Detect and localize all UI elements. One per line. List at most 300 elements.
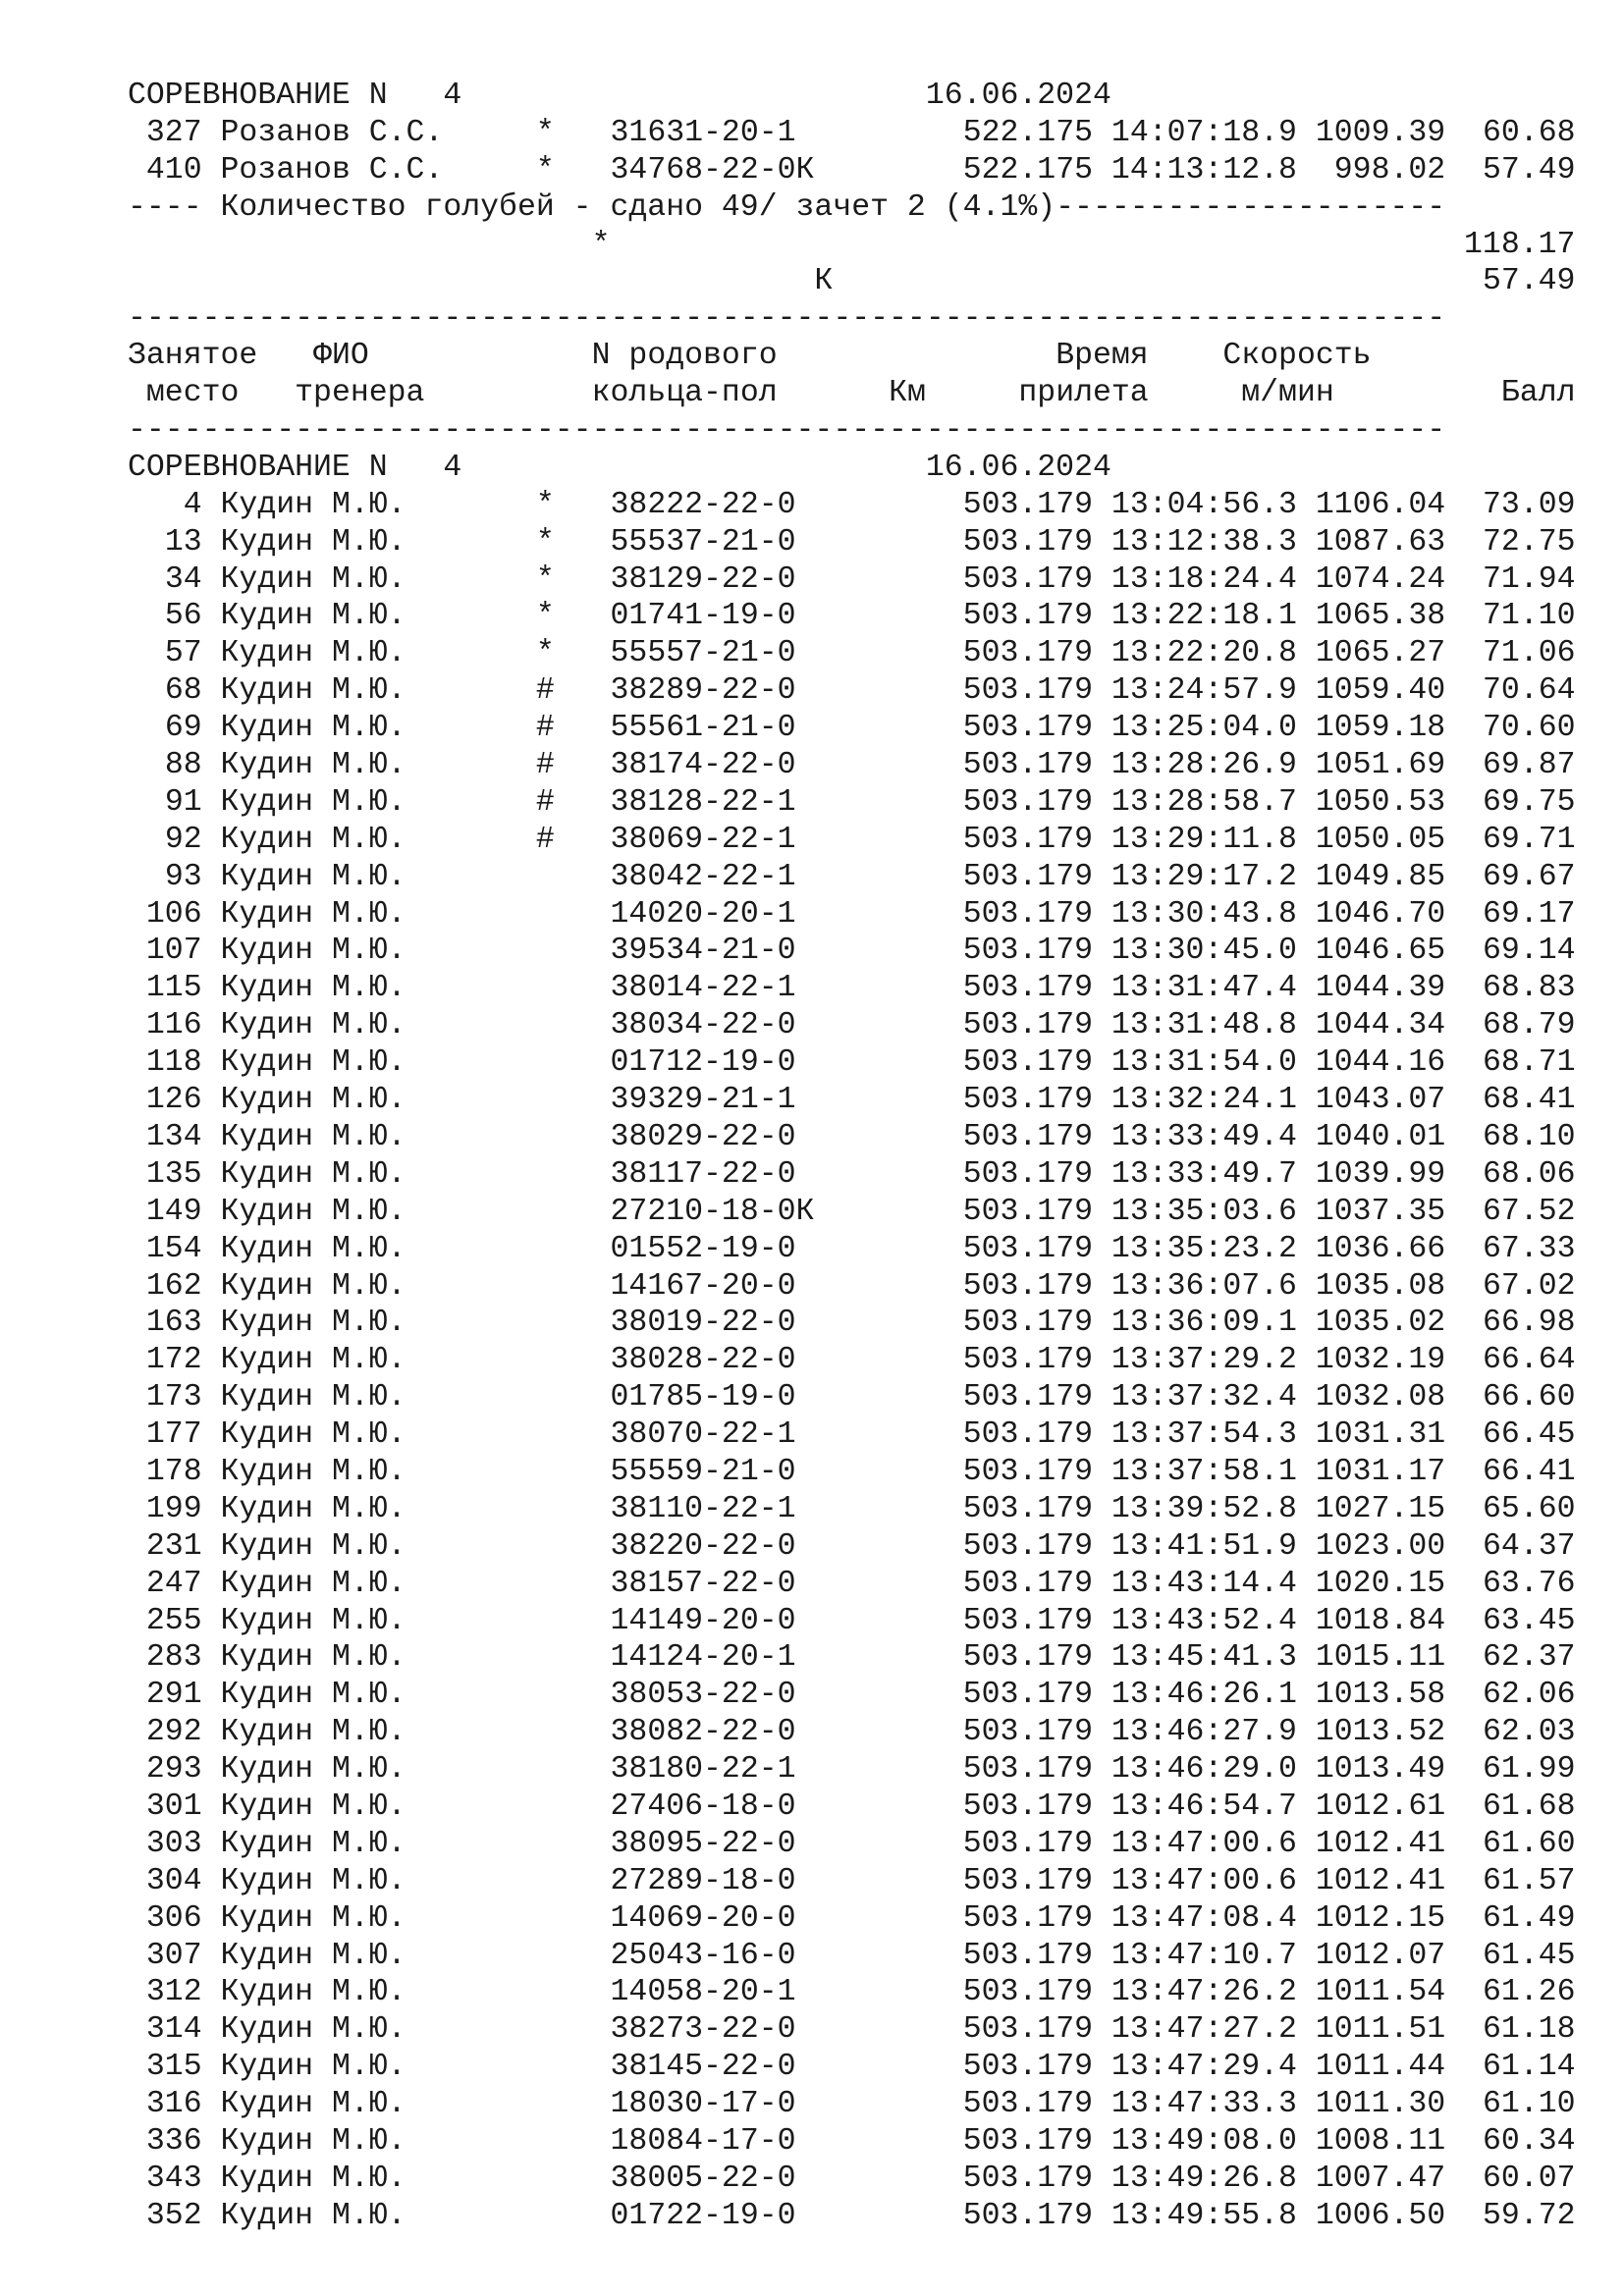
- speed-cell: 1032.08: [1315, 1380, 1446, 1415]
- mark-cell: #: [535, 784, 555, 820]
- result-row: [128, 784, 1576, 822]
- result-row: [128, 710, 1576, 747]
- trainer-name-cell: Кудин М.Ю.: [220, 859, 406, 894]
- speed-cell: 1035.02: [1315, 1306, 1446, 1341]
- place-cell: 199: [145, 1491, 202, 1526]
- points-cell: 61.60: [1483, 1826, 1576, 1861]
- ring-number-cell: 25043-16-0: [610, 1938, 796, 1973]
- points-cell: 61.49: [1483, 1900, 1576, 1936]
- place-cell: 149: [145, 1194, 202, 1229]
- trainer-name-cell: Кудин М.Ю.: [220, 1156, 406, 1192]
- ring-number-cell: 38157-22-0: [610, 1566, 796, 1601]
- result-row: [128, 152, 1576, 189]
- ring-number-cell: 38069-22-1: [610, 822, 796, 857]
- speed-cell: 1008.11: [1315, 2123, 1446, 2159]
- ring-number-cell: 01741-19-0: [610, 599, 796, 634]
- result-row: [128, 859, 1576, 896]
- arrival-time-cell: 13:31:48.8: [1110, 1008, 1297, 1043]
- arrival-time-cell: 13:31:47.4: [1110, 971, 1297, 1006]
- arrival-time-cell: 13:47:10.7: [1110, 1938, 1297, 1973]
- trainer-name-cell: Кудин М.Ю.: [220, 1715, 406, 1750]
- speed-cell: 1065.27: [1315, 636, 1446, 671]
- separator: -----------------------------------------------------------------------: [128, 301, 1446, 337]
- mark-cell: *: [535, 561, 555, 597]
- speed-cell: 1040.01: [1315, 1119, 1446, 1154]
- trainer-name-cell: Кудин М.Ю.: [220, 2198, 406, 2233]
- place-cell: 88: [164, 748, 202, 783]
- distance-cell: 503.179: [962, 2050, 1094, 2085]
- points-cell: 66.60: [1483, 1380, 1576, 1415]
- points-cell: 60.34: [1483, 2123, 1576, 2159]
- mark-cell: #: [535, 822, 555, 857]
- competition-number: 4: [443, 450, 462, 485]
- ring-number-cell: 55561-21-0: [610, 711, 796, 746]
- arrival-time-cell: 13:37:58.1: [1110, 1454, 1297, 1489]
- points-cell: 61.14: [1483, 2050, 1576, 2085]
- points-cell: 69.17: [1483, 896, 1576, 932]
- ring-number-cell: 38273-22-0: [610, 2012, 796, 2048]
- distance-cell: 522.175: [962, 152, 1094, 187]
- trainer-name-cell: Кудин М.Ю.: [220, 1566, 406, 1601]
- speed-cell: 1011.54: [1315, 1975, 1446, 2010]
- distance-cell: 503.179: [962, 636, 1094, 671]
- place-cell: 304: [145, 1863, 202, 1898]
- arrival-time-cell: 13:04:56.3: [1110, 487, 1297, 522]
- points-cell: 60.68: [1483, 115, 1576, 150]
- time-header: Время: [1056, 339, 1149, 374]
- ring-number-cell: 14149-20-0: [610, 1603, 796, 1638]
- trainer-name-cell: Кудин М.Ю.: [220, 636, 406, 671]
- distance-cell: 503.179: [962, 934, 1094, 969]
- distance-cell: 503.179: [962, 1194, 1094, 1229]
- arrival-time-cell: 13:22:18.1: [1110, 599, 1297, 634]
- mark-cell: *: [535, 636, 555, 671]
- result-row: [128, 1007, 1576, 1044]
- arrival-time-cell: 13:47:00.6: [1110, 1826, 1297, 1861]
- place-cell: 91: [164, 784, 202, 820]
- ring-number-cell: 14069-20-0: [610, 1900, 796, 1936]
- column-headers-row-1: [128, 338, 1561, 375]
- speed-cell: 1012.41: [1315, 1863, 1446, 1898]
- result-row: [128, 1342, 1576, 1379]
- competition-date: 16.06.2024: [925, 450, 1111, 485]
- trainer-name-cell: Кудин М.Ю.: [220, 896, 406, 932]
- speed-cell: 1013.58: [1315, 1678, 1446, 1713]
- place-cell: 303: [145, 1826, 202, 1861]
- result-row: [128, 1566, 1576, 1603]
- ring-number-cell: 38110-22-1: [610, 1491, 796, 1526]
- distance-cell: 503.179: [962, 1863, 1094, 1898]
- arrival-time-cell: 13:37:54.3: [1110, 1417, 1297, 1453]
- k-total: 57.49: [1482, 264, 1576, 299]
- distance-cell: 503.179: [962, 2012, 1094, 2048]
- speed-cell: 1011.51: [1315, 2012, 1446, 2048]
- place-cell: 316: [145, 2087, 202, 2122]
- ring-header: N родового: [591, 339, 778, 374]
- trainer-name-cell: Кудин М.Ю.: [220, 524, 406, 560]
- arrival-time-cell: 13:28:58.7: [1110, 784, 1297, 820]
- km-header: Км: [889, 376, 926, 411]
- column-headers-row-2: [128, 375, 1576, 412]
- place-cell: 327: [145, 115, 202, 150]
- points-cell: 62.03: [1483, 1715, 1576, 1750]
- arrival-time-cell: 13:32:24.1: [1110, 1083, 1297, 1118]
- arrival-time-cell: 13:47:26.2: [1110, 1975, 1297, 2010]
- arrival-time-cell: 14:13:12.8: [1110, 152, 1297, 187]
- summary-line: [128, 189, 1561, 227]
- distance-cell: 503.179: [962, 1268, 1094, 1304]
- distance-cell: 503.179: [962, 1566, 1094, 1601]
- arrival-time-cell: 13:33:49.4: [1110, 1119, 1297, 1154]
- distance-cell: 503.179: [962, 2087, 1094, 2122]
- place-header-2: место: [145, 376, 240, 411]
- distance-cell: 503.179: [962, 1640, 1094, 1676]
- arrival-time-cell: 14:07:18.9: [1110, 115, 1297, 150]
- arrival-time-cell: 13:47:00.6: [1110, 1863, 1297, 1898]
- speed-cell: 1007.47: [1315, 2161, 1446, 2196]
- result-row: [128, 896, 1576, 934]
- points-cell: 59.72: [1483, 2198, 1576, 2233]
- name-header: ФИО: [313, 339, 369, 374]
- competition-number: 4: [443, 79, 462, 113]
- trainer-name-cell: Кудин М.Ю.: [220, 1491, 406, 1526]
- trainer-name-cell: Кудин М.Ю.: [220, 784, 406, 820]
- speed-cell: 1059.18: [1315, 711, 1446, 746]
- ring-number-cell: 27289-18-0: [610, 1863, 796, 1898]
- speed-cell: 1012.15: [1315, 1900, 1446, 1936]
- result-row: [128, 1677, 1576, 1714]
- place-cell: 92: [164, 822, 202, 857]
- result-row: [128, 1416, 1576, 1454]
- place-cell: 34: [164, 561, 202, 597]
- arrival-time-cell: 13:46:29.0: [1110, 1752, 1297, 1788]
- speed-cell: 1050.53: [1315, 784, 1446, 820]
- competition-label: СОРЕВНОВАНИЕ N: [128, 450, 388, 485]
- speed-cell: 1106.04: [1315, 487, 1446, 522]
- ring-number-cell: 39329-21-1: [610, 1083, 796, 1118]
- points-cell: 68.41: [1483, 1083, 1576, 1118]
- trainer-name-cell: Кудин М.Ю.: [220, 1640, 406, 1676]
- result-row: [128, 1603, 1576, 1640]
- place-cell: 301: [145, 1789, 202, 1824]
- ring-number-cell: 38095-22-0: [610, 1826, 796, 1861]
- place-cell: 163: [145, 1306, 202, 1341]
- arrival-time-cell: 13:46:27.9: [1110, 1715, 1297, 1750]
- trainer-name-cell: Кудин М.Ю.: [220, 1789, 406, 1824]
- place-cell: 336: [145, 2123, 202, 2159]
- ring-number-cell: 27406-18-0: [610, 1789, 796, 1824]
- place-header: Занятое: [128, 339, 258, 374]
- mark-cell: *: [535, 599, 555, 634]
- result-row: [128, 1194, 1576, 1231]
- result-row: [128, 598, 1576, 635]
- arrival-time-cell: 13:18:24.4: [1110, 561, 1297, 597]
- arrival-time-cell: 13:46:26.1: [1110, 1678, 1297, 1713]
- speed-cell: 1012.61: [1315, 1789, 1446, 1824]
- arrival-time-cell: 13:24:57.9: [1110, 673, 1297, 709]
- distance-cell: 503.179: [962, 1008, 1094, 1043]
- ring-number-cell: 01722-19-0: [610, 2198, 796, 2233]
- arrival-time-cell: 13:30:45.0: [1110, 934, 1297, 969]
- result-row: [128, 1714, 1576, 1751]
- result-row: [128, 1900, 1576, 1938]
- arrival-time-cell: 13:45:41.3: [1110, 1640, 1297, 1676]
- distance-cell: 503.179: [962, 1156, 1094, 1192]
- ring-number-cell: 38220-22-0: [610, 1528, 796, 1564]
- place-cell: 107: [145, 934, 202, 969]
- distance-cell: 503.179: [962, 1380, 1094, 1415]
- arrival-time-cell: 13:47:27.2: [1110, 2012, 1297, 2048]
- arrival-time-cell: 13:35:03.6: [1110, 1194, 1297, 1229]
- points-cell: 57.49: [1483, 152, 1576, 187]
- trainer-name-cell: Кудин М.Ю.: [220, 1306, 406, 1341]
- trainer-name-cell: Кудин М.Ю.: [220, 1045, 406, 1081]
- trainer-name-cell: Кудин М.Ю.: [220, 1826, 406, 1861]
- place-cell: 135: [145, 1156, 202, 1192]
- trainer-name-cell: Кудин М.Ю.: [220, 1454, 406, 1489]
- arrival-time-cell: 13:30:43.8: [1110, 896, 1297, 932]
- distance-cell: 503.179: [962, 1231, 1094, 1266]
- points-cell: 66.41: [1483, 1454, 1576, 1489]
- name-header-2: тренера: [295, 376, 425, 411]
- points-cell: 71.06: [1483, 636, 1576, 671]
- place-cell: 93: [164, 859, 202, 894]
- ring-number-cell: 38082-22-0: [610, 1715, 796, 1750]
- distance-cell: 503.179: [962, 859, 1094, 894]
- distance-cell: 503.179: [962, 1975, 1094, 2010]
- place-cell: 4: [183, 487, 202, 522]
- distance-cell: 503.179: [962, 1678, 1094, 1713]
- speed-cell: 1036.66: [1315, 1231, 1446, 1266]
- place-cell: 134: [145, 1119, 202, 1154]
- speed-cell: 1027.15: [1315, 1491, 1446, 1526]
- speed-cell: 1009.39: [1315, 115, 1446, 150]
- distance-cell: 503.179: [962, 1454, 1094, 1489]
- result-row: [128, 561, 1576, 599]
- place-cell: 162: [145, 1268, 202, 1304]
- speed-cell: 1023.00: [1315, 1528, 1446, 1564]
- speed-cell: 1046.70: [1315, 896, 1446, 932]
- distance-cell: 503.179: [962, 748, 1094, 783]
- points-cell: 61.45: [1483, 1938, 1576, 1973]
- trainer-name-cell: Кудин М.Ю.: [220, 2123, 406, 2159]
- result-row: [128, 1305, 1576, 1342]
- distance-cell: 503.179: [962, 524, 1094, 560]
- result-row: [128, 1082, 1576, 1119]
- trainer-name-cell: Кудин М.Ю.: [220, 1752, 406, 1788]
- result-row: [128, 635, 1576, 672]
- ring-number-cell: 38128-22-1: [610, 784, 796, 820]
- pigeon-count-summary: ---- Количество голубей - сдано 49/ зачет 2 (4.1%)---------------------: [128, 189, 1446, 225]
- result-row: [128, 970, 1576, 1007]
- mark-cell: #: [535, 711, 555, 746]
- trainer-name-cell: Кудин М.Ю.: [220, 1417, 406, 1453]
- place-cell: 116: [145, 1008, 202, 1043]
- place-cell: 172: [145, 1343, 202, 1378]
- result-row: [128, 1454, 1576, 1491]
- result-row: [128, 2123, 1576, 2161]
- trainer-name-cell: Кудин М.Ю.: [220, 487, 406, 522]
- speed-cell: 1006.50: [1315, 2198, 1446, 2233]
- result-row: [128, 487, 1576, 524]
- speed-cell: 1049.85: [1315, 859, 1446, 894]
- points-cell: 60.07: [1483, 2161, 1576, 2196]
- ring-number-cell: 14124-20-1: [610, 1640, 796, 1676]
- points-cell: 71.10: [1483, 599, 1576, 634]
- result-row: [128, 115, 1576, 152]
- distance-cell: 503.179: [962, 1491, 1094, 1526]
- trainer-name-cell: Кудин М.Ю.: [220, 2087, 406, 2122]
- points-cell: 73.09: [1483, 487, 1576, 522]
- speed-cell: 1059.40: [1315, 673, 1446, 709]
- result-row: [128, 1789, 1576, 1826]
- trainer-name-cell: Кудин М.Ю.: [220, 1231, 406, 1266]
- arrival-time-cell: 13:31:54.0: [1110, 1045, 1297, 1081]
- place-cell: 307: [145, 1938, 202, 1973]
- arrival-time-cell: 13:49:26.8: [1110, 2161, 1297, 2196]
- distance-cell: 503.179: [962, 1119, 1094, 1154]
- speed-cell: 1046.65: [1315, 934, 1446, 969]
- speed-cell: 1011.30: [1315, 2087, 1446, 2122]
- speed-cell: 1044.34: [1315, 1008, 1446, 1043]
- ring-number-cell: 38180-22-1: [610, 1752, 796, 1788]
- trainer-name-cell: Кудин М.Ю.: [220, 1863, 406, 1898]
- trainer-name-cell: Кудин М.Ю.: [220, 1083, 406, 1118]
- competition-label: СОРЕВНОВАНИЕ N: [128, 79, 388, 113]
- ring-number-cell: 18084-17-0: [610, 2123, 796, 2159]
- arrival-time-cell: 13:12:38.3: [1110, 524, 1297, 560]
- mark-cell: #: [535, 673, 555, 709]
- arrival-time-cell: 13:29:17.2: [1110, 859, 1297, 894]
- result-row: [128, 822, 1576, 859]
- speed-cell: 1039.99: [1315, 1156, 1446, 1192]
- place-cell: 352: [145, 2198, 202, 2233]
- trainer-name-cell: Кудин М.Ю.: [220, 934, 406, 969]
- arrival-time-cell: 13:41:51.9: [1110, 1528, 1297, 1564]
- distance-cell: 503.179: [962, 1715, 1094, 1750]
- place-cell: 126: [145, 1083, 202, 1118]
- ring-number-cell: 01712-19-0: [610, 1045, 796, 1081]
- points-cell: 66.98: [1483, 1306, 1576, 1341]
- distance-cell: 503.179: [962, 711, 1094, 746]
- speed-cell: 1050.05: [1315, 822, 1446, 857]
- ring-number-cell: 38117-22-0: [610, 1156, 796, 1192]
- ring-number-cell: 55537-21-0: [610, 524, 796, 560]
- speed-cell: 1032.19: [1315, 1343, 1446, 1378]
- competition-date: 16.06.2024: [925, 79, 1111, 113]
- ring-number-cell: 14058-20-1: [610, 1975, 796, 2010]
- ring-number-cell: 18030-17-0: [610, 2087, 796, 2122]
- ring-header-2: кольца-пол: [591, 376, 778, 411]
- speed-cell: 1012.07: [1315, 1938, 1446, 1973]
- place-cell: 68: [164, 673, 202, 709]
- distance-cell: 503.179: [962, 1343, 1094, 1378]
- ring-number-cell: 39534-21-0: [610, 934, 796, 969]
- speed-cell: 1031.17: [1315, 1454, 1446, 1489]
- points-cell: 69.75: [1483, 784, 1576, 820]
- place-cell: 292: [145, 1715, 202, 1750]
- arrival-time-cell: 13:22:20.8: [1110, 636, 1297, 671]
- ring-number-cell: 38034-22-0: [610, 1008, 796, 1043]
- speed-cell: 1037.35: [1315, 1194, 1446, 1229]
- ring-number-cell: 38222-22-0: [610, 487, 796, 522]
- ring-number-cell: 14167-20-0: [610, 1268, 796, 1304]
- distance-cell: 503.179: [962, 487, 1094, 522]
- mark-cell: *: [535, 487, 555, 522]
- trainer-name-cell: Кудин М.Ю.: [220, 1119, 406, 1154]
- points-cell: 64.37: [1483, 1528, 1576, 1564]
- distance-cell: 503.179: [962, 1789, 1094, 1824]
- speed-cell: 1043.07: [1315, 1083, 1446, 1118]
- points-cell: 66.64: [1483, 1343, 1576, 1378]
- ring-number-cell: 38174-22-0: [610, 748, 796, 783]
- result-row: [128, 1826, 1576, 1863]
- points-cell: 67.02: [1483, 1268, 1576, 1304]
- result-row: [128, 2011, 1576, 2049]
- mark-cell: #: [535, 748, 555, 783]
- points-cell: 72.75: [1483, 524, 1576, 560]
- result-row: [128, 2049, 1576, 2086]
- result-row: [128, 2161, 1576, 2198]
- ring-number-cell: 38145-22-0: [610, 2050, 796, 2085]
- result-row: [128, 524, 1576, 561]
- distance-cell: 503.179: [962, 1938, 1094, 1973]
- place-cell: 283: [145, 1640, 202, 1676]
- trainer-name-cell: Кудин М.Ю.: [220, 822, 406, 857]
- mark-cell: *: [535, 115, 555, 150]
- place-cell: 312: [145, 1975, 202, 2010]
- result-row: [128, 2198, 1576, 2235]
- ring-number-cell: 14020-20-1: [610, 896, 796, 932]
- points-cell: 66.45: [1483, 1417, 1576, 1453]
- arrival-time-cell: 13:47:08.4: [1110, 1900, 1297, 1936]
- points-cell: 61.68: [1483, 1789, 1576, 1824]
- competition-header: [128, 78, 1561, 115]
- points-cell: 62.37: [1483, 1640, 1576, 1676]
- distance-cell: 503.179: [962, 2123, 1094, 2159]
- place-cell: 231: [145, 1528, 202, 1564]
- result-row: [128, 1231, 1576, 1268]
- points-cell: 68.10: [1483, 1119, 1576, 1154]
- ring-number-cell: 38005-22-0: [610, 2161, 796, 2196]
- ring-number-cell: 31631-20-1: [610, 115, 796, 150]
- points-cell: 61.10: [1483, 2087, 1576, 2122]
- result-row: [128, 747, 1576, 784]
- result-row: [128, 1119, 1576, 1156]
- ring-number-cell: 38053-22-0: [610, 1678, 796, 1713]
- ring-number-cell: 38019-22-0: [610, 1306, 796, 1341]
- place-cell: 410: [145, 152, 202, 187]
- points-cell: 61.99: [1483, 1752, 1576, 1788]
- arrival-time-cell: 13:47:33.3: [1110, 2087, 1297, 2122]
- ring-number-cell: 34768-22-0К: [610, 152, 815, 187]
- points-cell: 62.06: [1483, 1678, 1576, 1713]
- distance-cell: 503.179: [962, 1417, 1094, 1453]
- place-cell: 173: [145, 1380, 202, 1415]
- distance-cell: 503.179: [962, 561, 1094, 597]
- trainer-name-cell: Кудин М.Ю.: [220, 1343, 406, 1378]
- star-marker: *: [591, 227, 611, 262]
- points-cell: 68.83: [1483, 971, 1576, 1006]
- points-cell: 70.64: [1483, 673, 1576, 709]
- trainer-name-cell: Кудин М.Ю.: [220, 673, 406, 709]
- ring-number-cell: 38042-22-1: [610, 859, 796, 894]
- place-cell: 56: [164, 599, 202, 634]
- result-row: [128, 1938, 1576, 1975]
- distance-cell: 503.179: [962, 2198, 1094, 2233]
- speed-cell: 1087.63: [1315, 524, 1446, 560]
- arrival-time-cell: 13:43:52.4: [1110, 1603, 1297, 1638]
